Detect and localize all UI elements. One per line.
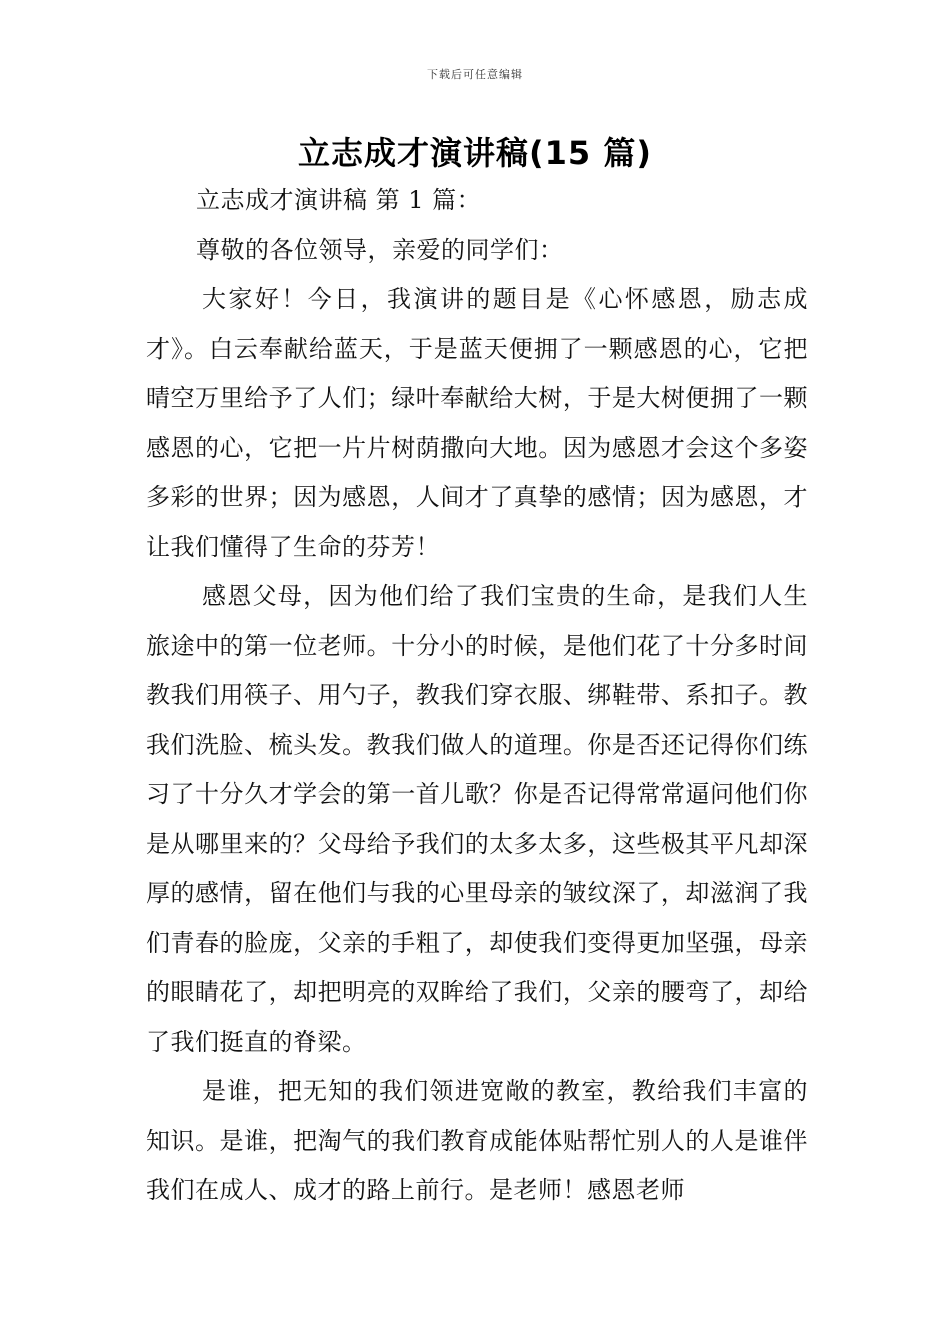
header-note: 下载后可任意编辑 <box>427 68 523 81</box>
paragraph: 感恩父母，因为他们给了我们宝贵的生命，是我们人生旅途中的第一位老师。十分小的时候，是他们花了十分多时间教我们用筷子、用勺子，教我们穿衣服、绑鞋带、系扣子。教我们洗脸、梳头发。教我们做人的道理。你是否还记得你们练习了十分久才学会的第一首儿歌？你是否记得常常逼问他们你是从哪里来的？父母给予我们的太多太多，这些极其平凡却深厚的感情，留在他们与我的心里母亲的皱纹深了，却滋润了我们青春的脸庞，父亲的手粗了，却使我们变得更加坚强，母亲的眼睛花了，却把明亮的双眸给了我们，父亲的腰弯了，却给了我们挺直的脊梁。 <box>146 582 808 1056</box>
document-subtitle: 立志成才演讲稿 第 1 篇： <box>196 186 482 214</box>
document-title: 立志成才演讲稿(15 篇) <box>298 134 652 172</box>
document-body <box>146 176 808 1216</box>
paragraph: 大家好！今日，我演讲的题目是《心怀感恩，励志成才》。白云奉献给蓝天，于是蓝天便拥了一颗感恩的心，它把晴空万里给予了人们；绿叶奉献给大树，于是大树便拥了一颗感恩的心，它把一片片树荫撒向大地。因为感恩才会这个多姿多彩的世界；因为感恩，人间才了真挚的感情；因为感恩，才让我们懂得了生命的芬芳！ <box>146 285 808 561</box>
salutation: 尊敬的各位领导，亲爱的同学们： <box>196 235 564 264</box>
paragraph: 是谁，把无知的我们领进宽敞的教室，教给我们丰富的知识。是谁，把淘气的我们教育成能体贴帮忙别人的人是谁伴我们在成人、成才的路上前行。是老师！感恩老师 <box>146 1077 808 1204</box>
